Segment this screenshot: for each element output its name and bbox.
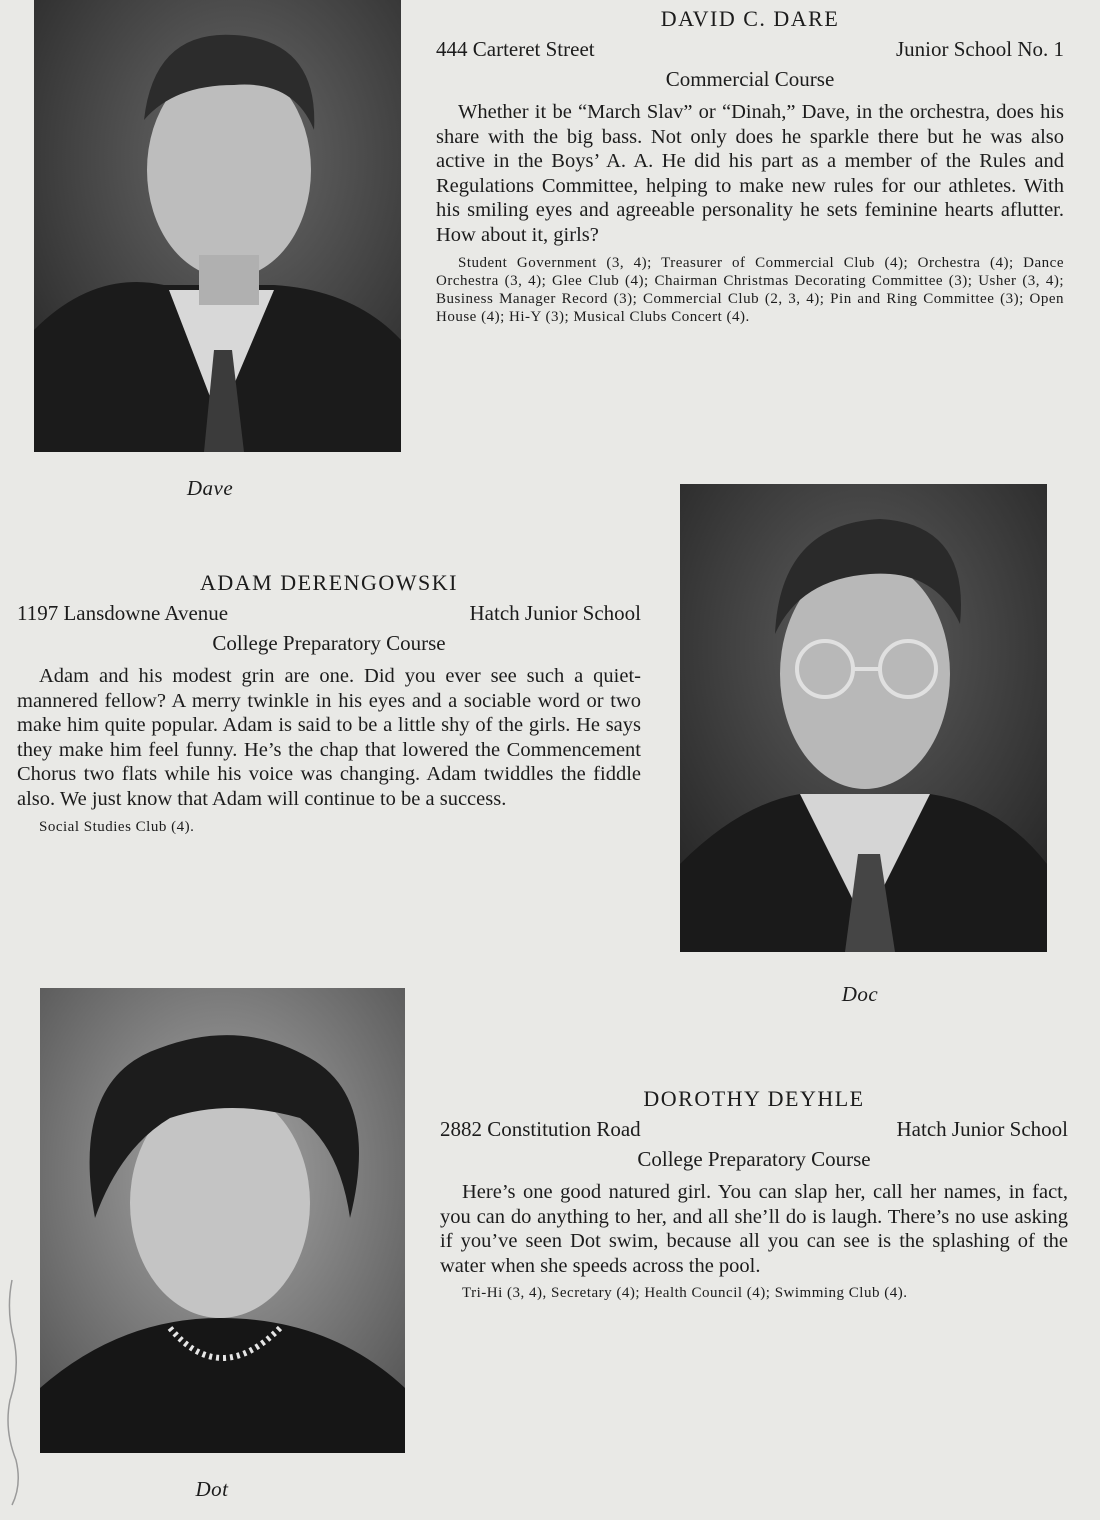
nickname-dot: Dot xyxy=(195,1477,229,1501)
address-line xyxy=(436,34,1064,64)
student-entry-dave xyxy=(436,4,1064,326)
activities-list: Social Studies Club (4). xyxy=(39,818,195,835)
student-name: DAVID C. DARE xyxy=(660,6,840,31)
nickname-dave: Dave xyxy=(186,476,234,500)
course-name: College Preparatory Course xyxy=(637,1147,871,1171)
portrait-photo-dave xyxy=(34,0,401,452)
portrait-photo-doc xyxy=(680,484,1047,952)
address-line xyxy=(17,598,641,628)
activities-list: Student Government (3, 4); Treasurer of Commercial Club (4); Orchestra (4); Dance Orchestra (3, 4); Glee Club (4); Chairman Christmas Decorating Committee (3); Usher (3, 4); Business Manager Record (3); Commercial Club (2, 3, 4); Pin and Ring Committee (3); Open House (4); Hi-Y (3); Musical Clubs Concert (4). xyxy=(436,254,1064,325)
nickname-doc: Doc xyxy=(841,982,879,1006)
street-address: 444 Carteret Street xyxy=(436,37,595,61)
address-line xyxy=(440,1114,1068,1144)
margin-pencil-marks xyxy=(0,1270,30,1510)
portrait-photo-dot xyxy=(40,988,405,1453)
student-name: ADAM DERENGOWSKI xyxy=(199,570,459,595)
junior-school: Hatch Junior School xyxy=(469,601,641,625)
biography-text: Whether it be “March Slav” or “Dinah,” Dave, in the orchestra, does his share with the big bass. Not only does he sparkle there but he was also active in the Boys’ A. A. He did his part as a member of the Rules and Regulations Committee, helping to make new rules for our athletes. With his smiling eyes and agreeable personality he sets feminine hearts aflutter. How about it, girls? xyxy=(436,101,1064,246)
junior-school: Hatch Junior School xyxy=(896,1117,1068,1141)
street-address: 2882 Constitution Road xyxy=(440,1117,641,1141)
course-name: Commercial Course xyxy=(665,67,835,91)
junior-school: Junior School No. 1 xyxy=(896,37,1064,61)
biography-text: Adam and his modest grin are one. Did you ever see such a quiet-mannered fellow? A merry twinkle in his eyes and a sociable word or two make him quite popular. Adam is said to be a little shy of the girls. He says they make him feel funny. He’s the chap that lowered the Commencement Chorus two flats while his voice was changing. Adam twiddles the fiddle also. We just know that Adam will continue to be a success. xyxy=(17,665,641,810)
street-address: 1197 Lansdowne Avenue xyxy=(17,601,229,625)
biography-text: Here’s one good natured girl. You can slap her, call her names, in fact, you can do anything to her, and all she’ll do is laugh. There’s no use asking if you’ve seen Dot swim, because all you can see is the splashing of the water when she speeds across the pool. xyxy=(440,1181,1068,1277)
student-entry-doc xyxy=(17,568,641,836)
student-name: DOROTHY DEYHLE xyxy=(643,1086,865,1111)
course-name: College Preparatory Course xyxy=(212,631,446,655)
activities-list: Tri-Hi (3, 4), Secretary (4); Health Council (4); Swimming Club (4). xyxy=(462,1285,908,1302)
student-entry-dot xyxy=(440,1084,1068,1302)
